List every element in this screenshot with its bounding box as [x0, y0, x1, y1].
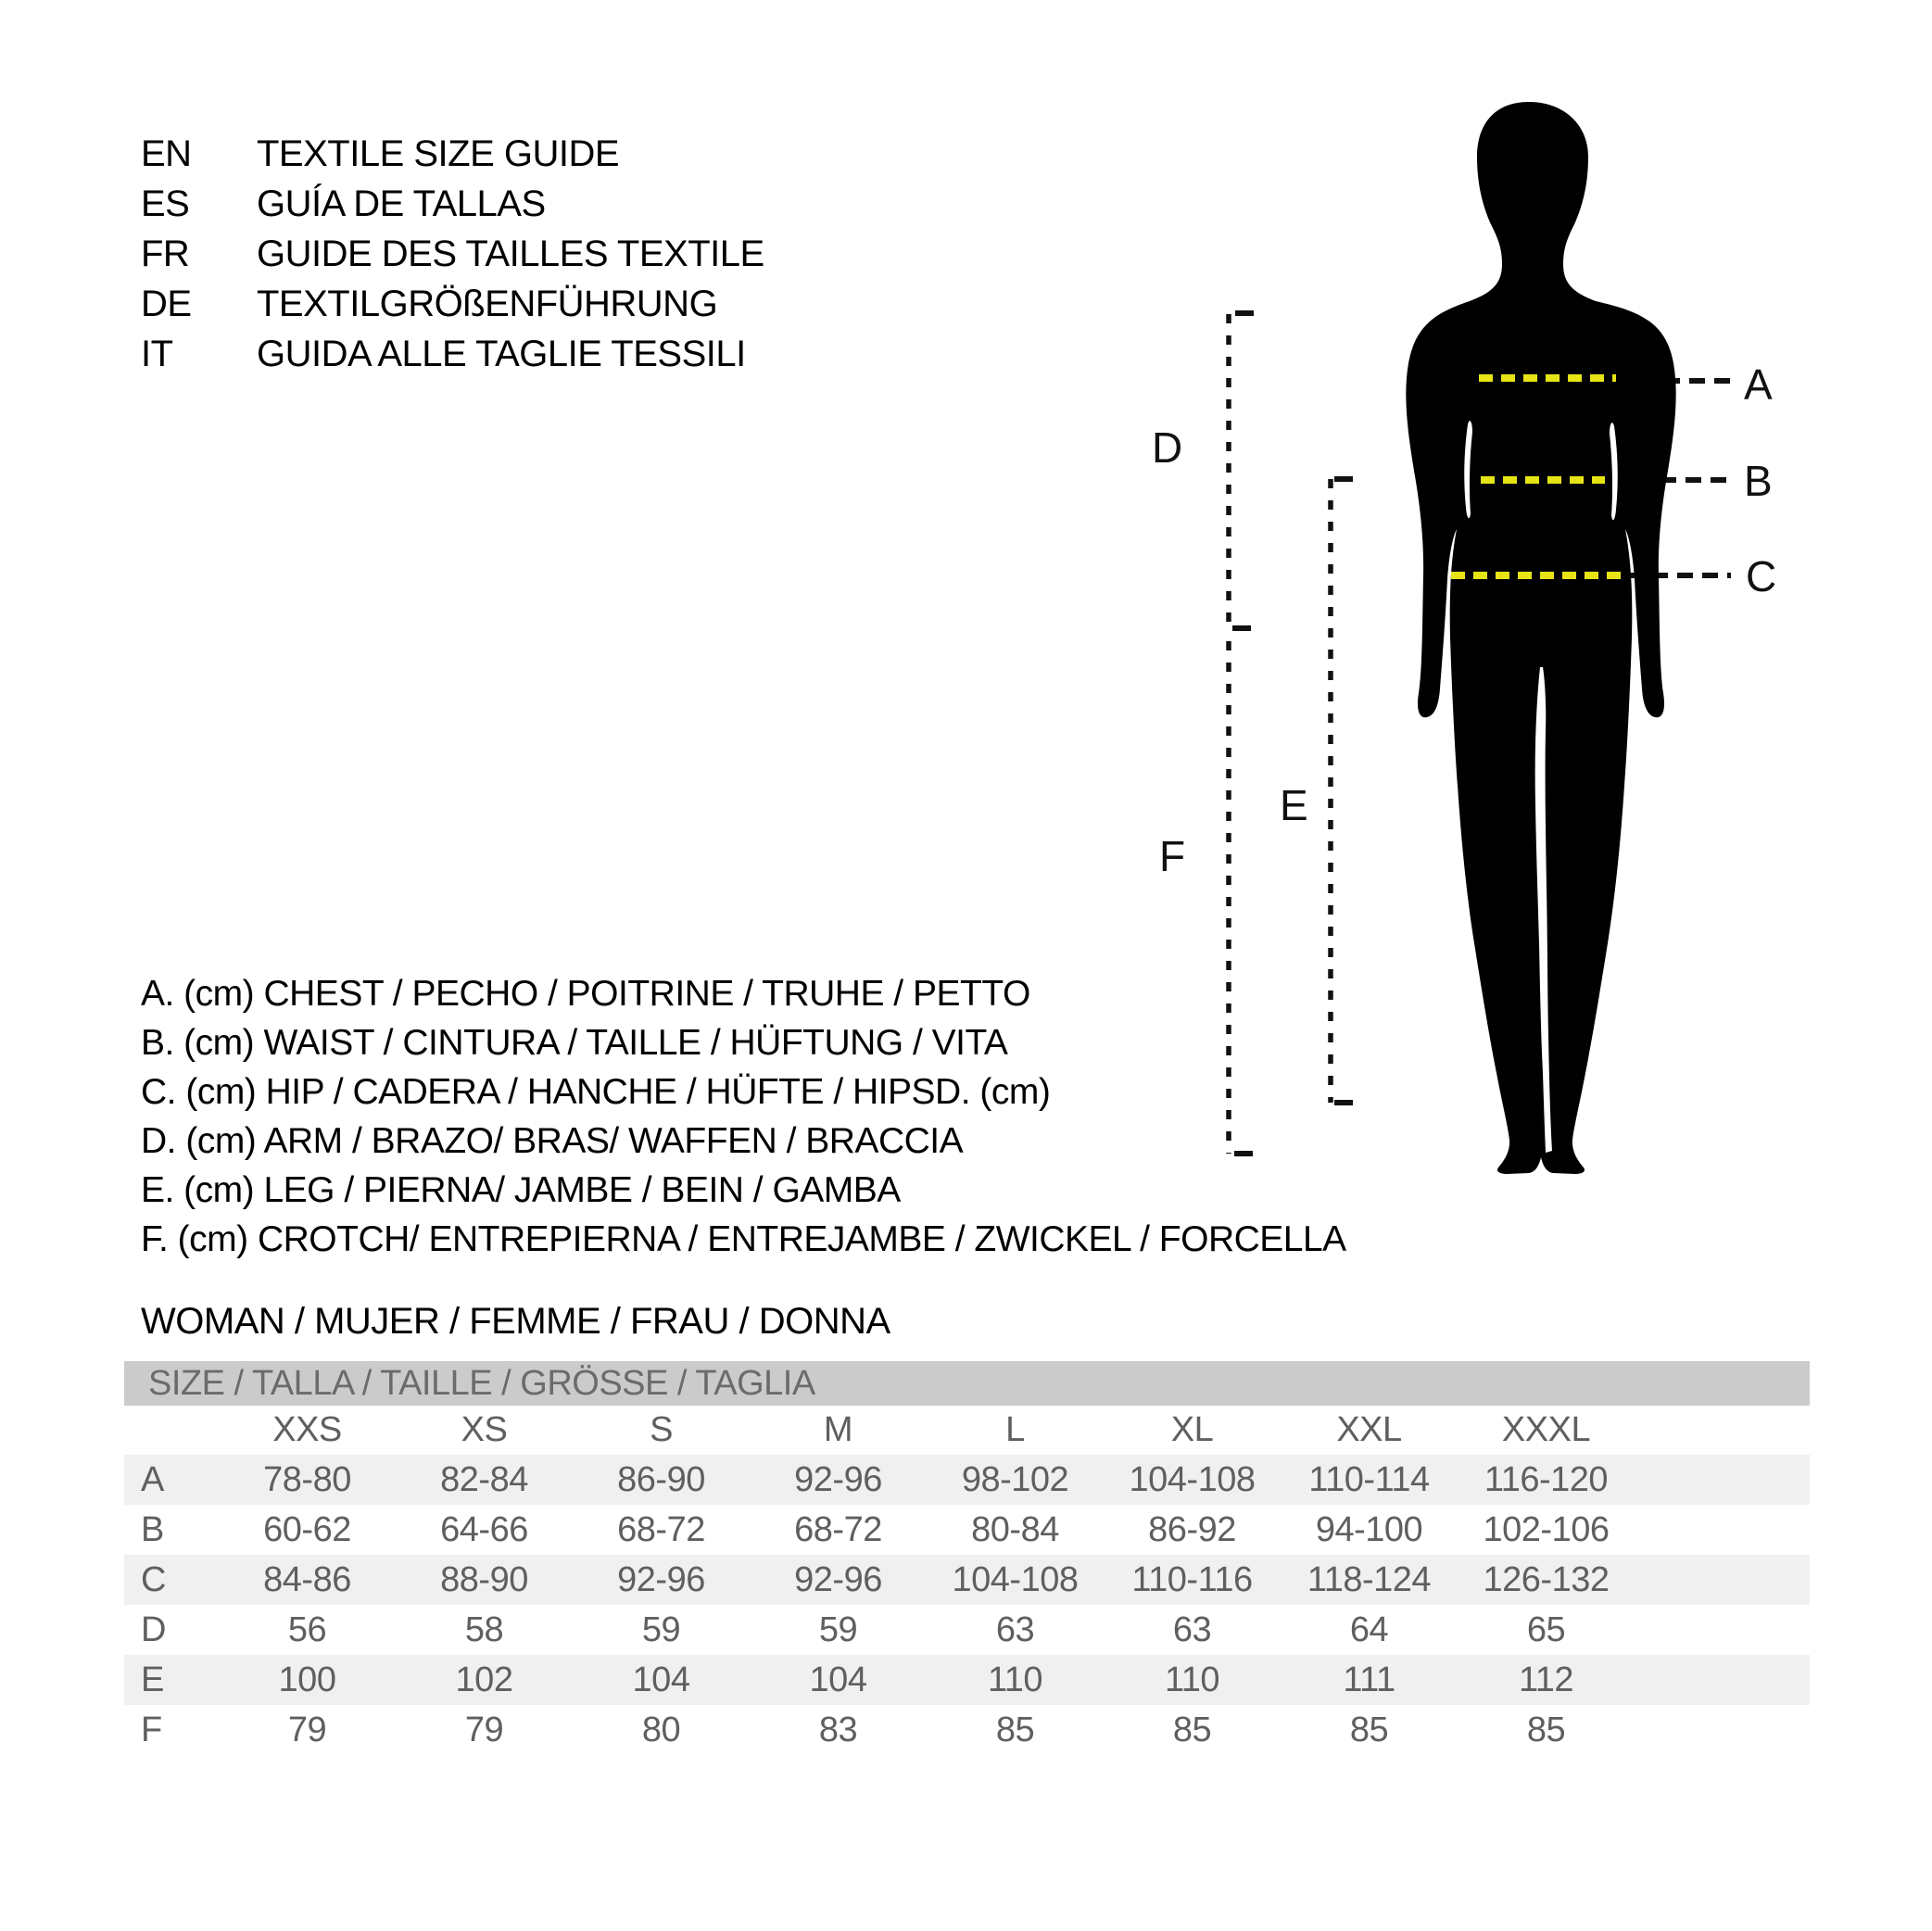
table-cell: 60-62 — [263, 1509, 351, 1549]
table-row — [124, 1705, 1810, 1755]
table-row — [124, 1605, 1810, 1655]
woman-silhouette-svg — [1348, 100, 1719, 1175]
size-column-header: XL — [1170, 1410, 1214, 1449]
table-cell: 85 — [1349, 1710, 1389, 1749]
table-cell: 112 — [1518, 1660, 1574, 1699]
size-table-title-bar: SIZE / TALLA / TAILLE / GRÖSSE / TAGLIA — [124, 1361, 1810, 1406]
table-cell: 110 — [987, 1660, 1043, 1699]
table-row — [124, 1455, 1810, 1505]
table-cell: 102-106 — [1483, 1509, 1610, 1549]
table-cell: 83 — [818, 1710, 858, 1749]
table-cell: 85 — [1526, 1710, 1566, 1749]
callout-label-c: C — [1746, 552, 1777, 600]
measurement-definition: B. (cm) WAIST / CINTURA / TAILLE / HÜFTUNG / VITA — [141, 1022, 1008, 1063]
row-label: D — [141, 1609, 166, 1649]
row-label: C — [141, 1559, 166, 1599]
language-code: IT — [141, 333, 173, 374]
language-row — [141, 279, 764, 329]
table-cell: 92-96 — [794, 1559, 882, 1599]
table-cell: 63 — [1172, 1609, 1212, 1649]
table-cell: 79 — [287, 1710, 327, 1749]
table-cell: 84-86 — [263, 1559, 351, 1599]
size-table-header-row — [124, 1406, 1810, 1455]
measurement-definition: F. (cm) CROTCH/ ENTREPIERNA / ENTREJAMBE / ZWICKEL / FORCELLA — [141, 1218, 1346, 1259]
language-title-block — [141, 129, 764, 379]
table-row — [124, 1505, 1810, 1555]
size-column-header: XXL — [1336, 1410, 1402, 1449]
language-row — [141, 179, 764, 229]
measurement-definition: D. (cm) ARM / BRAZO/ BRAS/ WAFFEN / BRACCIA — [141, 1120, 964, 1161]
table-cell: 110 — [1164, 1660, 1220, 1699]
table-filler-cell — [1635, 1505, 1810, 1555]
language-title: GUÍA DE TALLAS — [257, 183, 546, 224]
table-cell: 88-90 — [440, 1559, 528, 1599]
gender-heading: WOMAN / MUJER / FEMME / FRAU / DONNA — [141, 1301, 890, 1342]
table-cell: 92-96 — [617, 1559, 705, 1599]
table-cell: 126-132 — [1483, 1559, 1610, 1599]
table-cell: 98-102 — [961, 1459, 1069, 1499]
table-cell: 86-90 — [617, 1459, 705, 1499]
table-cell: 64-66 — [440, 1509, 528, 1549]
size-table-section — [124, 1361, 1810, 1755]
measurement-legend — [141, 969, 1346, 1264]
table-cell: 68-72 — [794, 1509, 882, 1549]
language-code: FR — [141, 233, 190, 274]
callout-label-b: B — [1744, 457, 1773, 505]
table-cell: 80-84 — [971, 1509, 1059, 1549]
measurement-definition: C. (cm) HIP / CADERA / HANCHE / HÜFTE / HIPSD. (cm) — [141, 1071, 1051, 1112]
table-cell: 85 — [1172, 1710, 1212, 1749]
row-label: B — [141, 1509, 164, 1549]
table-row — [124, 1555, 1810, 1605]
callout-label-a: A — [1744, 360, 1773, 409]
size-table — [124, 1406, 1810, 1755]
table-cell: 110-114 — [1308, 1459, 1430, 1499]
table-cell: 86-92 — [1148, 1509, 1236, 1549]
measurement-definition: A. (cm) CHEST / PECHO / POITRINE / TRUHE / PETTO — [141, 973, 1030, 1014]
language-row — [141, 229, 764, 279]
table-cell: 78-80 — [263, 1459, 351, 1499]
table-cell: 65 — [1526, 1609, 1566, 1649]
language-row — [141, 329, 764, 379]
size-table-head — [124, 1406, 1810, 1455]
table-cell: 80 — [641, 1710, 681, 1749]
table-cell: 111 — [1343, 1660, 1395, 1699]
table-cell: 104 — [632, 1660, 690, 1699]
woman-silhouette-figure — [1348, 100, 1719, 1175]
callout-label-e: E — [1280, 781, 1308, 829]
table-cell: 102 — [455, 1660, 513, 1699]
size-column-header: M — [823, 1410, 853, 1449]
size-column-header: L — [1005, 1410, 1025, 1449]
table-cell: 100 — [278, 1660, 336, 1699]
row-label: A — [141, 1459, 164, 1499]
language-row — [141, 129, 764, 179]
callout-label-f: F — [1159, 832, 1186, 880]
callout-label-d: D — [1152, 423, 1183, 472]
row-label: F — [141, 1710, 162, 1749]
size-header-spacer — [124, 1406, 219, 1455]
table-cell: 68-72 — [617, 1509, 705, 1549]
table-cell: 79 — [464, 1710, 504, 1749]
language-code: ES — [141, 183, 190, 224]
table-cell: 110-116 — [1131, 1559, 1253, 1599]
table-filler-cell — [1635, 1555, 1810, 1605]
table-cell: 104 — [809, 1660, 867, 1699]
table-cell: 56 — [287, 1609, 327, 1649]
table-cell: 64 — [1349, 1609, 1389, 1649]
table-filler-cell — [1635, 1455, 1810, 1505]
table-cell: 104-108 — [1129, 1459, 1256, 1499]
table-cell: 58 — [464, 1609, 504, 1649]
size-column-header: XXS — [272, 1410, 342, 1449]
table-cell: 59 — [641, 1609, 681, 1649]
table-cell: 59 — [818, 1609, 858, 1649]
language-title: GUIDA ALLE TAGLIE TESSILI — [257, 333, 746, 374]
language-code: EN — [141, 133, 192, 174]
language-code: DE — [141, 283, 192, 324]
table-cell: 85 — [995, 1710, 1035, 1749]
size-column-header: XXXL — [1501, 1410, 1591, 1449]
measurement-definition: E. (cm) LEG / PIERNA/ JAMBE / BEIN / GAMBA — [141, 1169, 901, 1210]
language-title: GUIDE DES TAILLES TEXTILE — [257, 233, 764, 274]
language-title: TEXTILGRÖßENFÜHRUNG — [257, 283, 718, 324]
table-cell: 116-120 — [1484, 1459, 1609, 1499]
table-filler-cell — [1635, 1705, 1810, 1755]
row-label: E — [141, 1660, 164, 1699]
language-title: TEXTILE SIZE GUIDE — [257, 133, 620, 174]
table-filler-cell — [1635, 1655, 1810, 1705]
table-cell: 92-96 — [794, 1459, 882, 1499]
size-column-header: S — [650, 1410, 673, 1449]
table-cell: 94-100 — [1315, 1509, 1423, 1549]
size-table-body — [124, 1455, 1810, 1755]
size-header-filler — [1635, 1406, 1810, 1455]
size-column-header: XS — [461, 1410, 508, 1449]
table-row — [124, 1655, 1810, 1705]
table-cell: 63 — [995, 1609, 1035, 1649]
table-cell: 104-108 — [952, 1559, 1079, 1599]
table-filler-cell — [1635, 1605, 1810, 1655]
table-cell: 118-124 — [1307, 1559, 1432, 1599]
table-cell: 82-84 — [440, 1459, 528, 1499]
